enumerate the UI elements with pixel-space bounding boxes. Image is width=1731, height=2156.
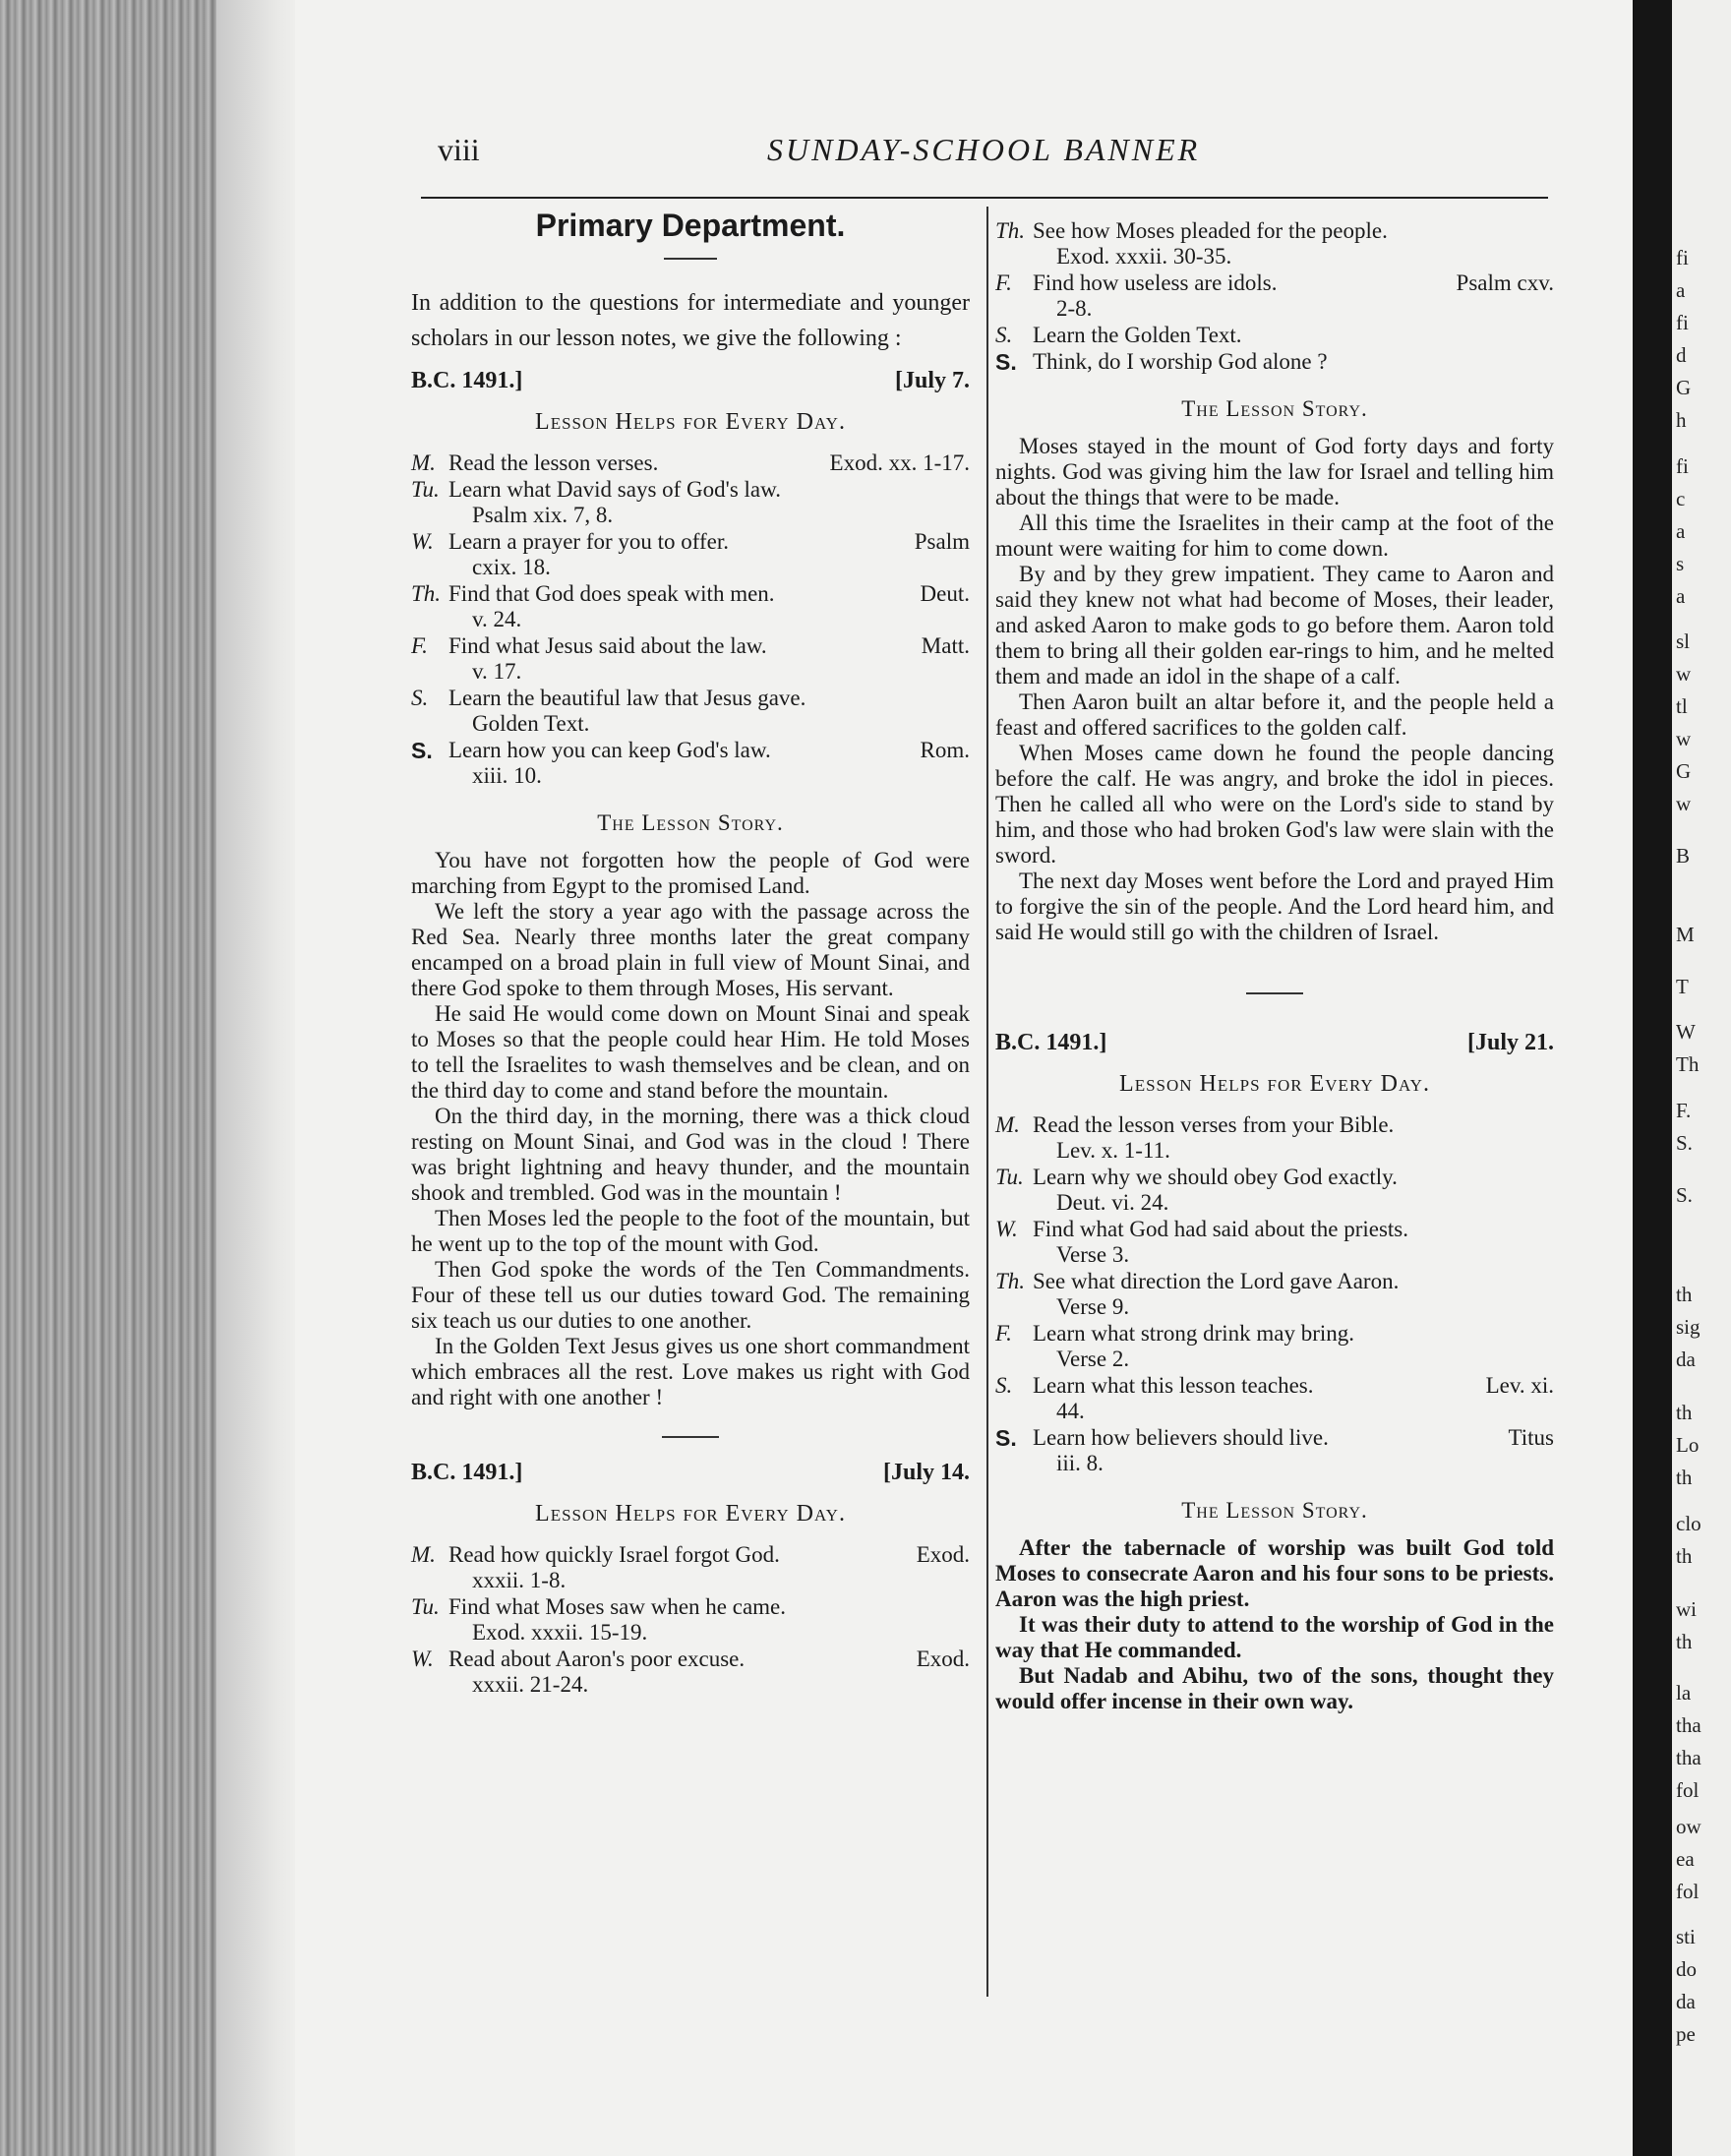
story-paragraph: The next day Moses went before the Lord and prayed Him to forgive the sin of the people. And the Lord heard him, and said He would still go with the children of Israel. (995, 868, 1554, 944)
header-rule (421, 197, 1548, 199)
day-label: F. (995, 270, 1012, 295)
day-label: Th. (995, 218, 1026, 243)
help-text (1033, 1321, 1554, 1372)
lesson-story-heading: The Lesson Story. (1181, 1498, 1368, 1523)
help-text (1033, 1112, 1554, 1164)
column-divider (986, 207, 988, 1997)
help-instruction: Read the lesson verses. (448, 450, 659, 475)
help-text (448, 1542, 970, 1593)
help-line (1033, 1425, 1554, 1451)
adjacent-page-text: clo (1676, 1512, 1701, 1535)
help-text (448, 477, 970, 528)
help-line (1033, 1112, 1554, 1138)
adjacent-page-text: fi (1676, 454, 1689, 478)
adjacent-page-text: S. (1676, 1131, 1693, 1155)
help-text (1033, 218, 1554, 270)
help-line (1033, 218, 1554, 244)
help-instruction: Find what God had said about the priests. (1033, 1217, 1409, 1241)
help-text (448, 581, 970, 632)
adjacent-page-text: a (1676, 584, 1686, 608)
scripture-ref-cont: xxxii. 1-8. (472, 1568, 567, 1592)
help-text (448, 738, 970, 789)
lesson-story (995, 434, 1554, 945)
scripture-ref-cont: Exod. xxxii. 30-35. (1056, 244, 1232, 269)
adjacent-page-text: h (1676, 408, 1687, 432)
day-label: Tu. (411, 1594, 440, 1619)
help-instruction: Find what Jesus said about the law. (448, 633, 767, 658)
lesson-help-item (411, 738, 970, 789)
left-column (411, 205, 970, 1699)
adjacent-page-text: d (1676, 343, 1687, 367)
lesson-date-july: [July 14. (882, 1460, 970, 1485)
adjacent-page-text: G (1676, 376, 1692, 399)
day-label: Tu. (411, 477, 440, 502)
help-instruction: Learn how believers should live. (1033, 1425, 1329, 1450)
help-text (1033, 1425, 1554, 1476)
day-label: S. (995, 349, 1017, 375)
story-paragraph: In the Golden Text Jesus gives us one short commandment which embraces all the rest. Love makes us right with God and right with one another ! (411, 1334, 970, 1409)
lesson-date-row (411, 1460, 970, 1485)
help-instruction: Learn how you can keep God's law. (448, 738, 771, 762)
help-text (448, 633, 970, 685)
help-text (448, 450, 970, 476)
help-line (1033, 1321, 1554, 1347)
adjacent-page-text: wi (1676, 1597, 1697, 1621)
help-line (448, 450, 970, 476)
lesson-helps-heading: Lesson Helps for Every Day. (535, 409, 846, 435)
intro-paragraph: In addition to the questions for intermediate and younger scholars in our lesson notes, we give the following : (411, 290, 970, 351)
story-paragraph: It was their duty to attend to the worship of God in the way that He commanded. (995, 1612, 1554, 1662)
help-instruction: See how Moses pleaded for the people. (1033, 218, 1388, 243)
adjacent-page-text: T (1676, 975, 1689, 998)
help-line (1033, 1165, 1554, 1190)
help-instruction: Learn why we should obey God exactly. (1033, 1165, 1398, 1189)
lesson-helps-heading: Lesson Helps for Every Day. (1119, 1071, 1430, 1097)
day-label: S. (995, 323, 1013, 347)
department-title: Primary Department. (535, 208, 846, 243)
help-text (1033, 1217, 1554, 1268)
adjacent-page-text: la (1676, 1681, 1692, 1705)
scripture-ref: Exod. (916, 1647, 970, 1671)
scripture-ref-cont: Exod. xxxii. 15-19. (472, 1620, 648, 1645)
help-text (1033, 323, 1554, 348)
day-label: S. (411, 738, 433, 763)
help-line (1033, 270, 1554, 296)
lesson-helps-heading: Lesson Helps for Every Day. (535, 1501, 846, 1527)
adjacent-page-text: S. (1676, 1183, 1693, 1207)
scripture-ref: Exod. xx. 1-17. (829, 450, 970, 475)
help-text (1033, 349, 1554, 375)
lesson-date-bc: B.C. 1491.] (995, 1030, 1107, 1055)
story-paragraph: Moses stayed in the mount of God forty days and forty nights. God was giving him the law for Israel and telling him about the things that were to be made. (995, 434, 1554, 509)
adjacent-page-text: th (1676, 1544, 1693, 1568)
help-instruction: Learn a prayer for you to offer. (448, 529, 730, 554)
lesson-help-item (995, 270, 1554, 322)
help-text (448, 1594, 970, 1646)
help-line (448, 1594, 970, 1620)
help-instruction: Think, do I worship God alone ? (1033, 349, 1328, 374)
help-instruction: Read how quickly Israel forgot God. (448, 1542, 780, 1567)
lesson-story-heading: The Lesson Story. (1181, 396, 1368, 421)
help-line (448, 1542, 970, 1568)
adjacent-page-text: da (1676, 1990, 1696, 2013)
scripture-ref: Rom. (920, 738, 970, 762)
help-line (1033, 1269, 1554, 1294)
lesson-help-item (995, 323, 1554, 348)
scripture-ref: Lev. xi. (1485, 1373, 1554, 1398)
scripture-ref-cont: Verse 2. (1056, 1347, 1130, 1371)
adjacent-page-text: th (1676, 1283, 1693, 1306)
adjacent-page-text: th (1676, 1401, 1693, 1424)
help-instruction: Find what Moses saw when he came. (448, 1594, 787, 1619)
page-shadow (216, 0, 305, 2156)
story-paragraph: By and by they grew impatient. They came to Aaron and said they knew not what had become of Moses, their leader, and asked Aaron to make gods to go before them. Aaron told them to bring all their golden ear-rings to him, and he melted them and made an idol in the shape of a calf. (995, 562, 1554, 689)
lesson-help-item (411, 1647, 970, 1698)
lesson-help-item (411, 529, 970, 580)
lesson-help-item (411, 686, 970, 737)
adjacent-page-text: pe (1676, 2022, 1696, 2046)
help-line (448, 686, 970, 711)
scripture-ref-cont: v. 24. (472, 607, 522, 631)
lesson-date-july: [July 7. (894, 368, 970, 393)
adjacent-page-text: fol (1676, 1778, 1700, 1802)
adjacent-page-text: fol (1676, 1880, 1700, 1903)
story-paragraph: Then Moses led the people to the foot of the mountain, but he went up to the top of the mount with God. (411, 1206, 970, 1256)
adjacent-page-text: F. (1676, 1099, 1692, 1122)
adjacent-page-text: fi (1676, 246, 1689, 270)
adjacent-page-text: Th (1676, 1052, 1700, 1076)
book-gutter (1633, 0, 1672, 2156)
day-label: M. (411, 450, 436, 475)
lesson-help-item (411, 1542, 970, 1593)
day-label: S. (995, 1425, 1017, 1451)
lesson-help-item (995, 1217, 1554, 1268)
help-instruction: Read about Aaron's poor excuse. (448, 1647, 746, 1671)
adjacent-page-text: tha (1676, 1713, 1701, 1737)
adjacent-page-text: do (1676, 1957, 1697, 1981)
lesson-help-item (995, 218, 1554, 270)
scripture-ref-cont: 2-8. (1056, 296, 1093, 321)
day-label: Tu. (995, 1165, 1024, 1189)
scripture-ref-cont: Deut. vi. 24. (1056, 1190, 1169, 1215)
section-rule (662, 1436, 719, 1438)
title-rule (664, 258, 717, 260)
scripture-ref: Matt. (921, 633, 970, 658)
day-label: Th. (411, 581, 442, 606)
lesson-help-item (411, 581, 970, 632)
adjacent-page-text: a (1676, 278, 1686, 302)
adjacent-page-text: W (1676, 1020, 1696, 1044)
lesson-helps-list (411, 450, 970, 789)
running-title: SUNDAY-SCHOOL BANNER (767, 132, 1201, 167)
scripture-ref-cont: xxxii. 21-24. (472, 1672, 589, 1697)
section-rule (1246, 992, 1303, 994)
lesson-help-item (411, 450, 970, 476)
help-line (448, 581, 970, 607)
help-line (448, 529, 970, 555)
adjacent-page-text: G (1676, 759, 1692, 783)
help-instruction: Find how useless are idols. (1033, 270, 1278, 295)
help-instruction: Learn what David says of God's law. (448, 477, 781, 502)
day-label: M. (411, 1542, 436, 1567)
scripture-ref-cont: v. 17. (472, 659, 522, 684)
scripture-ref: Psalm (914, 529, 970, 554)
lesson-story (411, 848, 970, 1410)
scripture-ref-cont: Verse 3. (1056, 1242, 1130, 1267)
adjacent-page-text: ow (1676, 1815, 1701, 1838)
scripture-ref-cont: Psalm xix. 7, 8. (472, 503, 614, 527)
day-label: Th. (995, 1269, 1026, 1293)
story-paragraph: We left the story a year ago with the passage across the Red Sea. Nearly three months later the great company encamped on a broad plain in full view of Mount Sinai, and there God spoke to them through Moses, His servant. (411, 899, 970, 1000)
scripture-ref-cont: xiii. 10. (472, 763, 542, 788)
help-instruction: Learn what strong drink may bring. (1033, 1321, 1355, 1346)
lesson-help-item (995, 1165, 1554, 1216)
help-instruction: Learn what this lesson teaches. (1033, 1373, 1314, 1398)
lesson-story-bold (995, 1535, 1554, 1714)
help-line (1033, 1373, 1554, 1399)
adjacent-page-text: sti (1676, 1925, 1696, 1948)
scripture-ref: Deut. (920, 581, 970, 606)
help-line (1033, 323, 1554, 348)
lesson-date-row (411, 368, 970, 393)
day-label: S. (995, 1373, 1013, 1398)
help-line (448, 738, 970, 763)
day-label: M. (995, 1112, 1020, 1137)
story-paragraph: When Moses came down he found the people dancing before the calf. He was angry, and broke the idol in pieces. Then he called all who were on the Lord's side to stand by him, and those who had broken God's law were slain with the sword. (995, 741, 1554, 868)
help-text (448, 686, 970, 737)
scripture-ref: Exod. (916, 1542, 970, 1567)
story-paragraph: All this time the Israelites in their camp at the foot of the mount were waiting for him to come down. (995, 510, 1554, 561)
help-text (1033, 1269, 1554, 1320)
adjacent-page-text: tl (1676, 694, 1688, 718)
help-line (448, 633, 970, 659)
scripture-ref-cont: iii. 8. (1056, 1451, 1104, 1475)
help-text (1033, 270, 1554, 322)
adjacent-page-text: c (1676, 487, 1686, 510)
day-label: S. (411, 686, 429, 710)
lesson-date-row (995, 1030, 1554, 1055)
lesson-help-item (995, 1112, 1554, 1164)
adjacent-page-text: M (1676, 923, 1695, 946)
lesson-help-item (995, 1373, 1554, 1424)
day-label: F. (995, 1321, 1012, 1346)
scripture-ref-cont: Golden Text. (472, 711, 590, 736)
lesson-help-item (995, 1269, 1554, 1320)
adjacent-page-text: s (1676, 552, 1685, 575)
lesson-help-item (411, 633, 970, 685)
adjacent-page-text: fi (1676, 311, 1689, 334)
lesson-help-item (995, 349, 1554, 375)
story-paragraph: He said He would come down on Mount Sinai and speak to Moses so that the people could hear Him. He told Moses to tell the Israelites to wash themselves and be clean, and on the third day to come and stand before the mountain. (411, 1001, 970, 1103)
lesson-date-july: [July 21. (1466, 1030, 1554, 1055)
help-line (1033, 349, 1554, 375)
adjacent-page-text: tha (1676, 1746, 1701, 1769)
lesson-help-item (995, 1425, 1554, 1476)
scripture-ref-cont: 44. (1056, 1399, 1085, 1423)
adjacent-page-text: sig (1676, 1315, 1701, 1339)
help-line (448, 477, 970, 503)
adjacent-page-text: ea (1676, 1847, 1695, 1871)
lesson-helps-list (411, 1542, 970, 1698)
help-instruction: Find that God does speak with men. (448, 581, 775, 606)
day-label: F. (411, 633, 428, 658)
help-text (1033, 1373, 1554, 1424)
right-column (995, 205, 1554, 1714)
story-paragraph: After the tabernacle of worship was built God told Moses to consecrate Aaron and his four sons to be priests. Aaron was the high priest. (995, 1535, 1554, 1611)
help-instruction: Learn the beautiful law that Jesus gave. (448, 686, 806, 710)
adjacent-page-text: w (1676, 727, 1692, 750)
lesson-date-bc: B.C. 1491.] (411, 1460, 523, 1485)
lesson-story-heading: The Lesson Story. (597, 810, 784, 835)
help-text (448, 1647, 970, 1698)
adjacent-page-text: Lo (1676, 1433, 1700, 1457)
help-line (1033, 1217, 1554, 1242)
story-paragraph: Then Aaron built an altar before it, and the people held a feast and offered sacrifices to the golden calf. (995, 689, 1554, 740)
scripture-ref-cont: cxix. 18. (472, 555, 551, 579)
adjacent-page-text: w (1676, 662, 1692, 686)
adjacent-page-text: th (1676, 1466, 1693, 1489)
day-label: W. (411, 529, 434, 554)
adjacent-page-text: th (1676, 1630, 1693, 1653)
help-instruction: Learn the Golden Text. (1033, 323, 1242, 347)
adjacent-page-text: da (1676, 1348, 1696, 1371)
scripture-ref-cont: Verse 9. (1056, 1294, 1130, 1319)
page-number: viii (438, 132, 480, 167)
lesson-date-bc: B.C. 1491.] (411, 368, 523, 393)
lesson-helps-list (995, 218, 1554, 375)
help-instruction: See what direction the Lord gave Aaron. (1033, 1269, 1400, 1293)
help-instruction: Read the lesson verses from your Bible. (1033, 1112, 1395, 1137)
help-text (448, 529, 970, 580)
scripture-ref: Titus (1508, 1425, 1554, 1450)
story-paragraph: Then God spoke the words of the Ten Commandments. Four of these tell us our duties toward God. The remaining six teach us our duties to one another. (411, 1257, 970, 1333)
help-text (1033, 1165, 1554, 1216)
help-line (448, 1647, 970, 1672)
adjacent-page-text: sl (1676, 629, 1691, 653)
adjacent-page-text: B (1676, 844, 1691, 868)
lesson-help-item (411, 1594, 970, 1646)
lesson-help-item (995, 1321, 1554, 1372)
day-label: W. (411, 1647, 434, 1671)
scripture-ref-cont: Lev. x. 1-11. (1056, 1138, 1170, 1163)
story-paragraph: You have not forgotten how the people of God were marching from Egypt to the promised Land. (411, 848, 970, 898)
story-paragraph: On the third day, in the morning, there was a thick cloud resting on Mount Sinai, and God was in the cloud ! There was bright lightning and heavy thunder, and the mountain shook and trembled. God was in the mountain ! (411, 1104, 970, 1205)
adjacent-page-text: w (1676, 792, 1692, 815)
adjacent-page-text: a (1676, 519, 1686, 543)
adjacent-page-fragment (1672, 0, 1731, 2156)
day-label: W. (995, 1217, 1018, 1241)
scripture-ref: Psalm cxv. (1456, 270, 1554, 295)
lesson-helps-list (995, 1112, 1554, 1476)
story-paragraph: But Nadab and Abihu, two of the sons, thought they would offer incense in their own way. (995, 1663, 1554, 1713)
lesson-help-item (411, 477, 970, 528)
